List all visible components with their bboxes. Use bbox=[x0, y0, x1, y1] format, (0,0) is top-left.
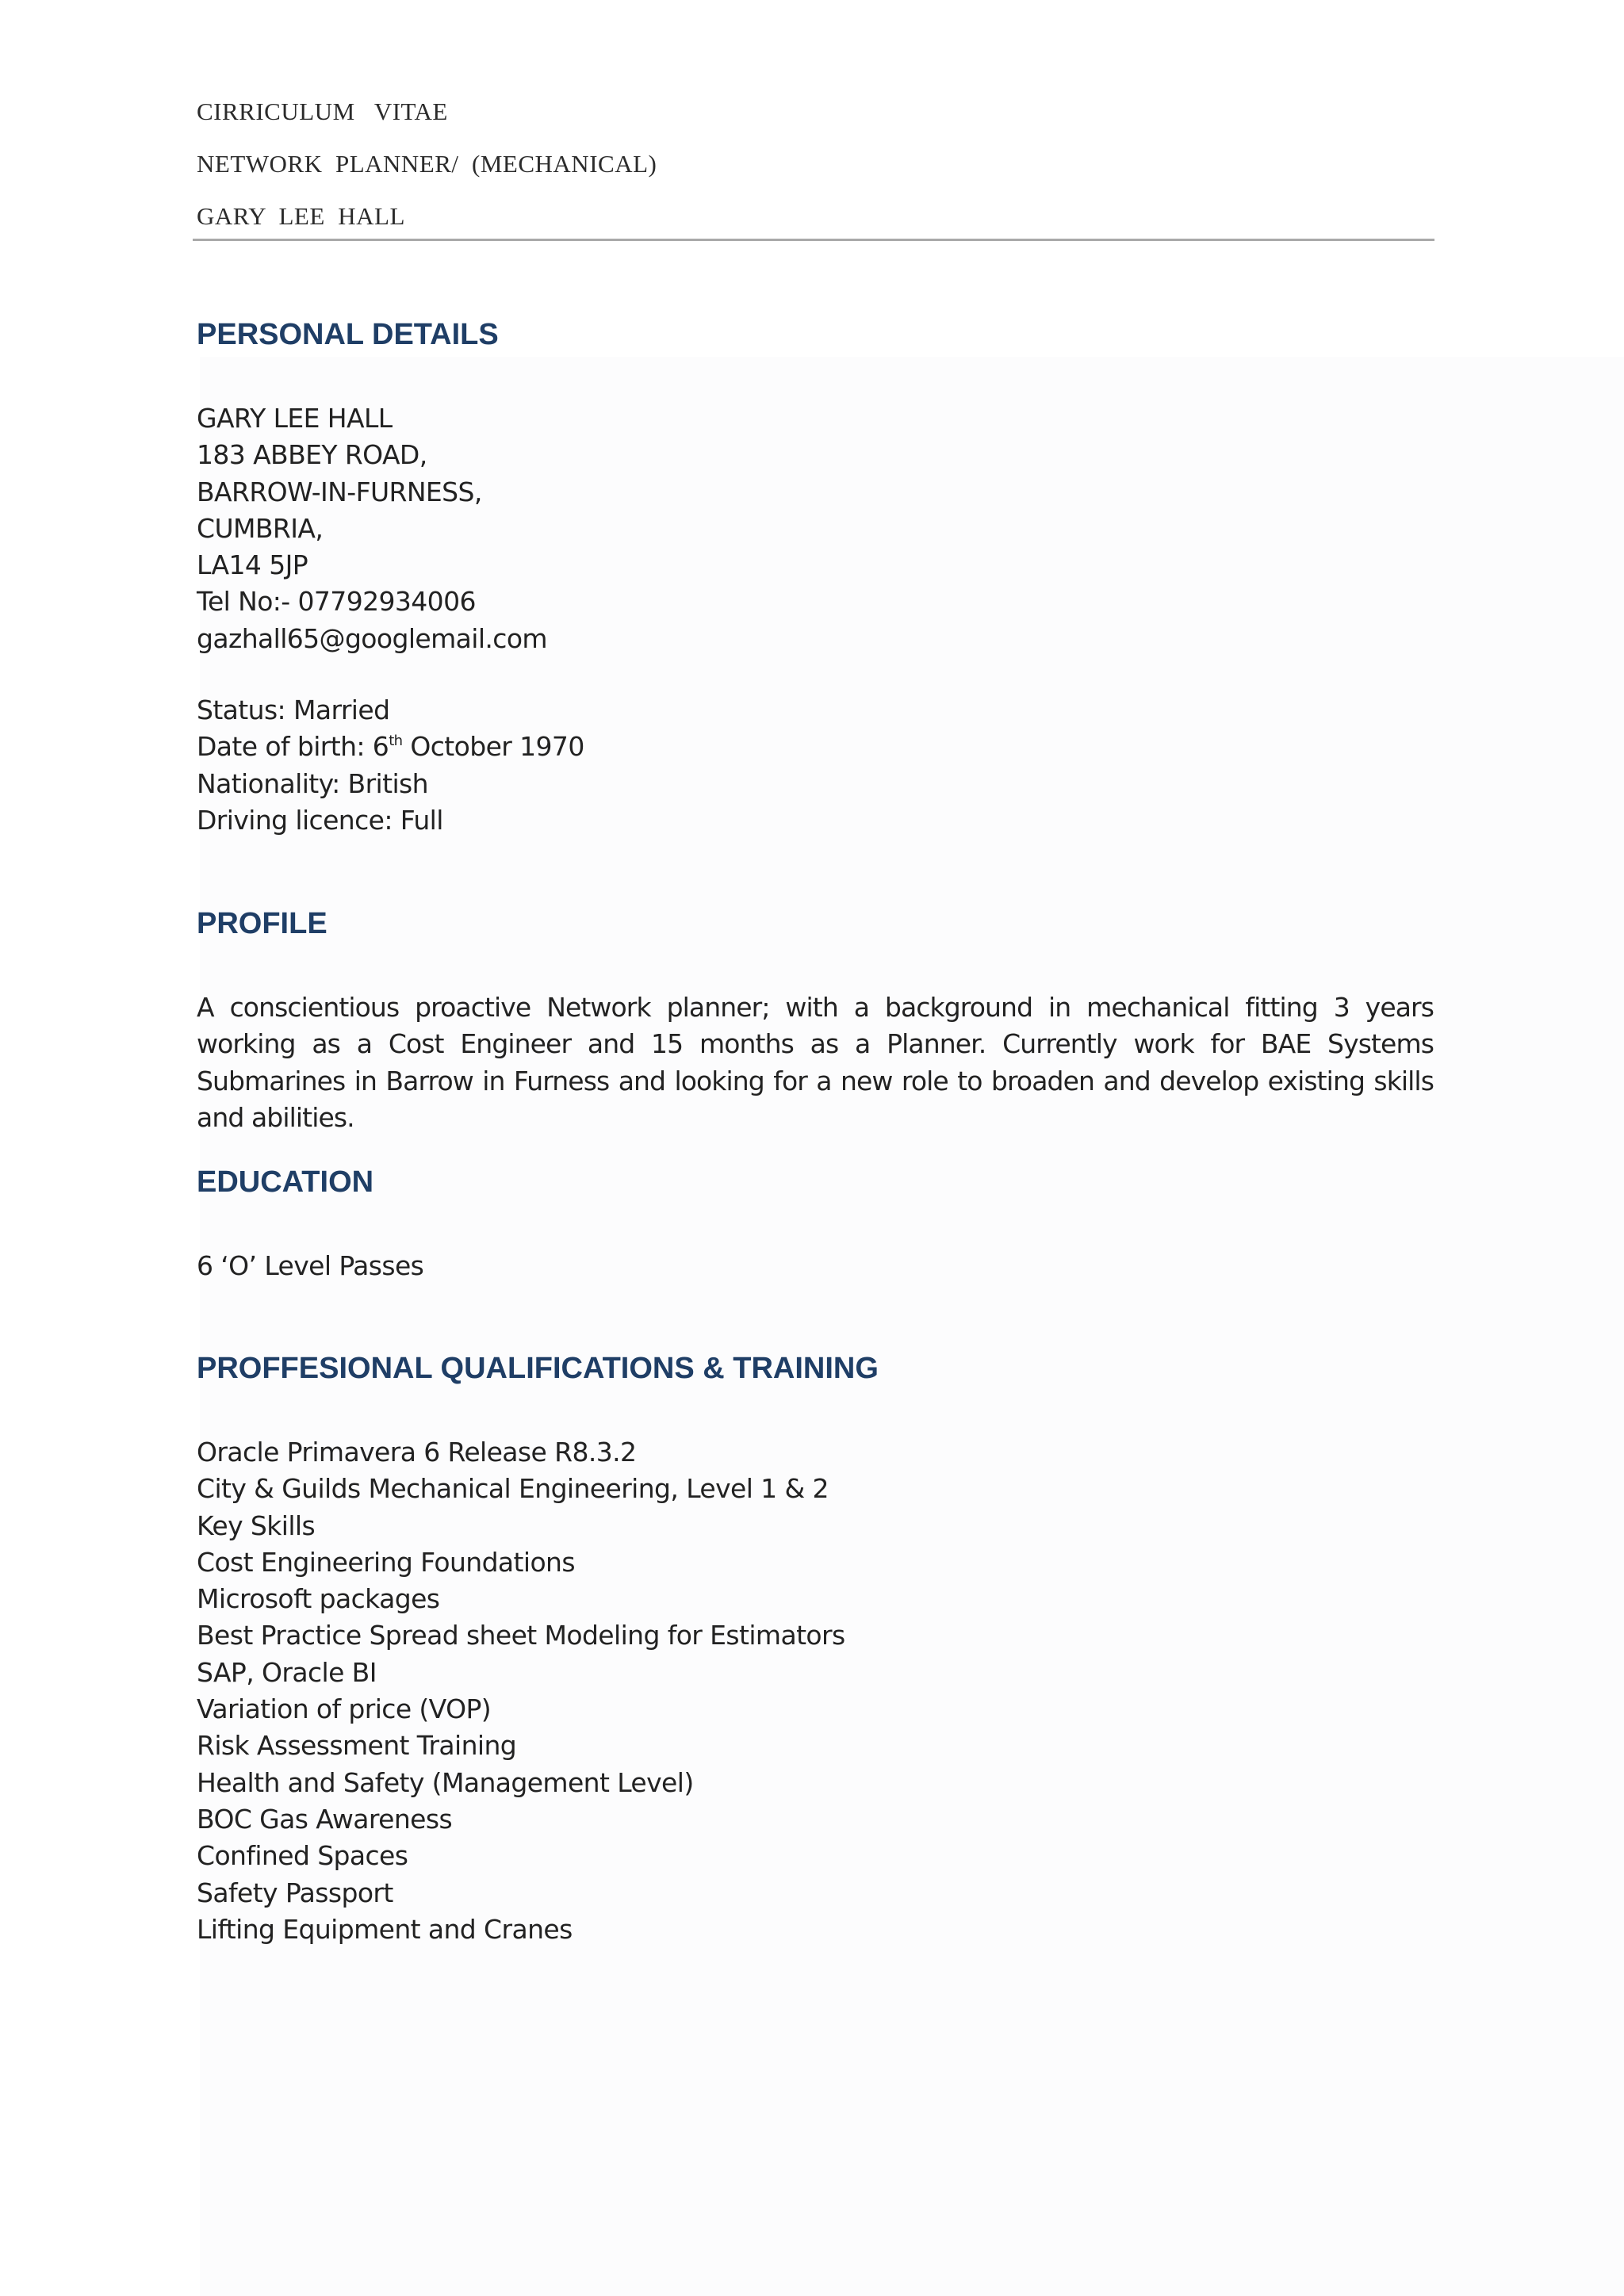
qualification-item: Safety Passport bbox=[197, 1877, 393, 1908]
email: gazhall65@googlemail.com bbox=[197, 622, 547, 654]
qualification-item: Health and Safety (Management Level) bbox=[197, 1766, 694, 1798]
qualification-item: City & Guilds Mechanical Engineering, Level 1 & 2 bbox=[197, 1473, 829, 1505]
header-title: CIRRICULUM VITAE bbox=[197, 98, 448, 125]
contact-name: GARY LEE HALL bbox=[197, 403, 393, 434]
education-item: 6 ‘O’ Level Passes bbox=[197, 1250, 424, 1281]
header-name: GARY LEE HALL bbox=[197, 202, 405, 230]
qualification-item: Oracle Primavera 6 Release R8.3.2 bbox=[197, 1437, 637, 1468]
qualifications-heading: PROFFESIONAL QUALIFICATIONS & TRAINING bbox=[197, 1352, 879, 1385]
nationality: Nationality: British bbox=[197, 767, 428, 799]
qualification-item: Lifting Equipment and Cranes bbox=[197, 1913, 573, 1945]
header-role: NETWORK PLANNER/ (MECHANICAL) bbox=[197, 150, 657, 178]
driving-licence: Driving licence: Full bbox=[197, 804, 443, 836]
profile-heading: PROFILE bbox=[197, 907, 327, 940]
qualification-item: Microsoft packages bbox=[197, 1583, 440, 1615]
profile-section bbox=[197, 905, 1434, 1136]
personal-details-section bbox=[197, 316, 1434, 839]
address-line: CUMBRIA, bbox=[197, 512, 324, 544]
qualification-item: Cost Engineering Foundations bbox=[197, 1546, 575, 1578]
qualification-item: Risk Assessment Training bbox=[197, 1730, 517, 1762]
dob-prefix: Date of birth: 6 bbox=[197, 731, 389, 763]
address-line: LA14 5JP bbox=[197, 549, 308, 581]
education-section bbox=[197, 1164, 1434, 1284]
qualifications-section bbox=[197, 1350, 1434, 1948]
contact-block bbox=[197, 400, 1434, 839]
qualification-item: Variation of price (VOP) bbox=[197, 1693, 492, 1725]
document-header bbox=[197, 94, 657, 251]
telephone: Tel No:- 07792934006 bbox=[197, 586, 476, 618]
header-divider bbox=[193, 239, 1434, 241]
personal-details-heading: PERSONAL DETAILS bbox=[197, 318, 499, 351]
dob-suffix: October 1970 bbox=[402, 731, 584, 763]
marital-status: Status: Married bbox=[197, 695, 390, 726]
education-heading: EDUCATION bbox=[197, 1165, 374, 1199]
education-list bbox=[197, 1248, 1434, 1284]
address-line: 183 ABBEY ROAD, bbox=[197, 439, 427, 471]
date-of-birth bbox=[197, 729, 1434, 765]
qualification-item: Confined Spaces bbox=[197, 1840, 408, 1872]
profile-text: A conscientious proactive Network planner; with a background in mechanical fitting 3 years working as a Cost Engineer and 15 months as a Planner. Currently work for BAE Systems Submarines in Barrow in Furness and looking for a new role to broaden and develop existing skills and abilities. bbox=[197, 992, 1434, 1133]
qualification-item: Best Practice Spread sheet Modeling for Estimators bbox=[197, 1620, 845, 1651]
qualification-item: BOC Gas Awareness bbox=[197, 1803, 453, 1835]
dob-superscript: th bbox=[389, 733, 403, 750]
qualification-item: SAP, Oracle BI bbox=[197, 1656, 377, 1688]
qualification-item: Key Skills bbox=[197, 1510, 316, 1541]
address-line: BARROW-IN-FURNESS, bbox=[197, 476, 482, 507]
qualifications-list bbox=[197, 1434, 1434, 1948]
